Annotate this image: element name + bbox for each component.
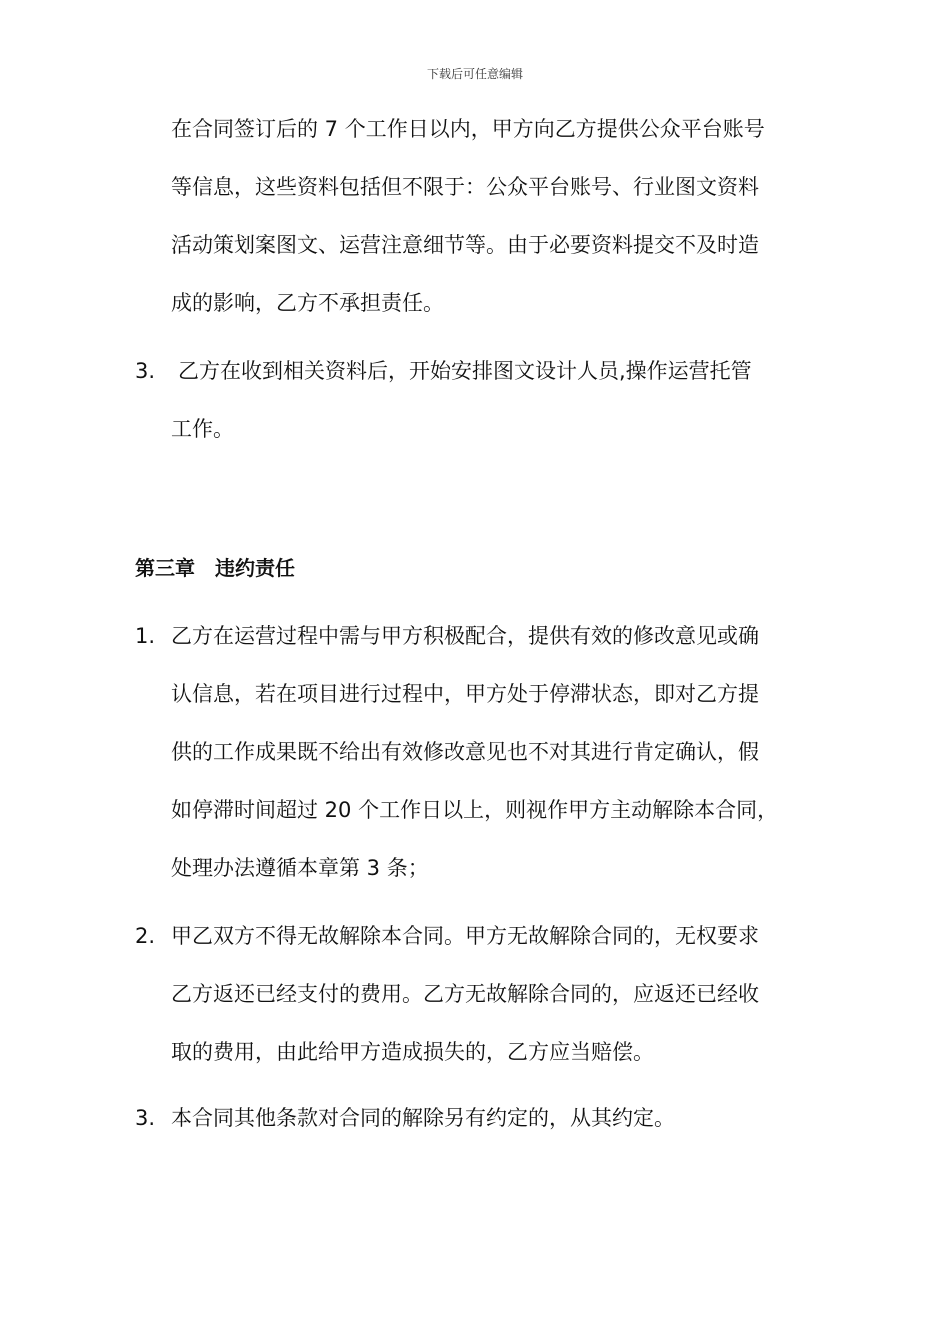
paragraph-line: 取的费用，由此给甲方造成损失的，乙方应当赔偿。 (171, 1040, 654, 1064)
paragraph-line: 乙方在运营过程中需与甲方积极配合，提供有效的修改意见或确 (171, 624, 759, 648)
paragraph-line: 乙方在收到相关资料后，开始安排图文设计人员,操作运营托管 (178, 359, 752, 383)
paragraph-line: 活动策划案图文、运营注意细节等。由于必要资料提交不及时造 (171, 233, 759, 257)
paragraph-line: 处理办法遵循本章第 3 条； (171, 856, 429, 880)
page-header: 下载后可任意编辑 (426, 67, 523, 81)
list-number: 3. (135, 359, 156, 383)
paragraph-line: 在合同签订后的 7 个工作日以内，甲方向乙方提供公众平台账号 (171, 117, 765, 141)
list-number: 3. (135, 1106, 156, 1130)
paragraph-line: 工作。 (171, 417, 234, 441)
chapter-heading: 第三章 违约责任 (135, 556, 295, 580)
paragraph-line: 等信息，这些资料包括但不限于：公众平台账号、行业图文资料 (171, 175, 759, 199)
paragraph-line: 供的工作成果既不给出有效修改意见也不对其进行肯定确认，假 (171, 740, 759, 764)
paragraph-line: 本合同其他条款对合同的解除另有约定的，从其约定。 (171, 1106, 675, 1130)
paragraph-line: 如停滞时间超过 20 个工作日以上，则视作甲方主动解除本合同， (171, 798, 779, 822)
list-number: 2. (135, 924, 156, 948)
paragraph-line: 甲乙双方不得无故解除本合同。甲方无故解除合同的，无权要求 (171, 924, 759, 948)
paragraph-line: 成的影响，乙方不承担责任。 (171, 291, 444, 315)
paragraph-line: 认信息，若在项目进行过程中，甲方处于停滞状态，即对乙方提 (171, 682, 759, 706)
list-number: 1. (135, 624, 156, 648)
paragraph-line: 乙方返还已经支付的费用。乙方无故解除合同的，应返还已经收 (171, 982, 759, 1006)
